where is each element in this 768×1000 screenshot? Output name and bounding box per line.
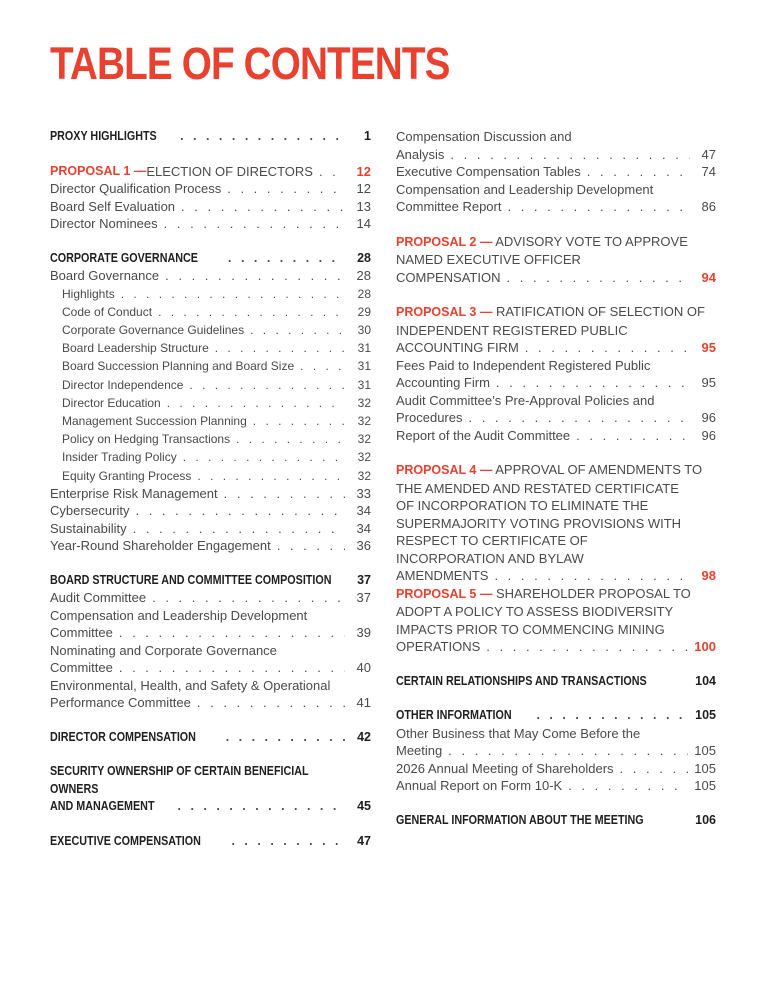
toc-page-number: 37	[356, 590, 371, 606]
section-spacer	[396, 690, 716, 707]
toc-page-number: 106	[695, 812, 716, 827]
toc-entry-title: AND MANAGEMENT	[50, 799, 155, 814]
toc-page-number: 36	[356, 538, 371, 554]
toc-page-number: 94	[701, 269, 716, 285]
toc-entry-title: Director Education	[62, 395, 161, 410]
toc-entry-title-line: Nominating and Corporate Governance	[50, 642, 277, 658]
dot-leader	[175, 198, 345, 216]
toc-entry-sub[interactable]	[50, 448, 371, 466]
section-spacer	[396, 444, 716, 461]
dot-leader	[462, 409, 690, 427]
toc-entry-title: AMENDMENTS	[396, 568, 489, 583]
toc-entry-sub[interactable]	[50, 357, 371, 375]
toc-page-number: 13	[356, 198, 371, 214]
toc-page-number: 96	[701, 427, 716, 443]
toc-entry-title-line: Compensation and Leadership Development	[396, 181, 654, 197]
toc-entry-title: Audit Committee	[50, 590, 147, 606]
toc-page-number: 98	[701, 568, 716, 583]
dot-leader	[614, 760, 689, 778]
dot-leader	[490, 374, 690, 392]
toc-page-number: 34	[356, 503, 371, 519]
toc-entry-sub[interactable]	[50, 467, 371, 485]
toc-entry-item[interactable]	[50, 607, 371, 642]
toc-page-number: 32	[357, 395, 371, 410]
proposal-number: PROPOSAL 4 —	[396, 463, 493, 477]
dot-leader	[247, 412, 345, 430]
toc-entry-item[interactable]	[50, 502, 371, 520]
proposal-title-line: INDEPENDENT REGISTERED PUBLIC	[396, 322, 628, 338]
proposal-title-part: SHAREHOLDER PROPOSAL TO	[492, 585, 691, 601]
toc-entry-title: Board Self Evaluation	[50, 198, 176, 214]
toc-page-number: 96	[701, 410, 716, 425]
dot-leader	[129, 502, 345, 520]
toc-entry-sub[interactable]	[50, 339, 371, 357]
dot-leader	[152, 303, 345, 321]
dot-leader	[221, 180, 345, 198]
toc-page-number: 47	[357, 833, 371, 848]
dot-leader	[172, 798, 345, 816]
proposal-number: PROPOSAL 1 —	[50, 163, 147, 178]
toc-page-number: 28	[356, 268, 371, 283]
dot-leader	[271, 537, 345, 555]
toc-page-number: 14	[356, 216, 371, 231]
toc-entry-proposal[interactable]	[396, 461, 716, 585]
section-spacer	[50, 816, 371, 833]
toc-entry-section[interactable]	[50, 128, 371, 146]
dot-leader	[177, 448, 345, 466]
toc-entry-title-line: Other Business that May Come Before the	[396, 725, 641, 741]
toc-entry-title: Management Succession Planning	[62, 413, 247, 428]
dot-leader	[313, 163, 345, 181]
dot-leader	[501, 269, 691, 287]
dot-leader	[480, 638, 688, 656]
proposal-title-line: OF INCORPORATION TO ELIMINATE THE	[396, 498, 649, 513]
toc-page-number: 105	[694, 743, 716, 758]
toc-entry-item[interactable]	[396, 181, 716, 216]
toc-entry-title: Cybersecurity	[50, 503, 130, 519]
toc-entry-title: CORPORATE GOVERNANCE	[50, 250, 198, 265]
toc-entry-sub[interactable]	[50, 412, 371, 430]
toc-page-number: 32	[357, 468, 371, 483]
toc-entry-item[interactable]	[396, 777, 716, 795]
dot-leader	[220, 729, 345, 747]
proposal-title-line: NAMED EXECUTIVE OFFICER	[396, 252, 581, 267]
toc-entry-title: EXECUTIVE COMPENSATION	[50, 833, 201, 848]
toc-page-number: 86	[701, 199, 716, 214]
toc-entry-title: Year-Round Shareholder Engagement	[50, 538, 271, 554]
toc-entry-title-line: Audit Committee’s Pre-Approval Policies and	[396, 392, 655, 408]
toc-page-number: 74	[701, 164, 716, 179]
toc-entry-title: Meeting	[396, 743, 443, 758]
toc-entry-title: Enterprise Risk Management	[50, 485, 218, 501]
toc-page-number: 47	[701, 146, 716, 162]
toc-entry-item[interactable]	[396, 725, 716, 760]
toc-entry-section[interactable]	[396, 673, 716, 691]
dot-leader	[225, 833, 345, 851]
toc-entry-item[interactable]	[396, 427, 716, 445]
toc-entry-title: ACCOUNTING FIRM	[396, 340, 519, 355]
toc-entry-title: 2026 Annual Meeting of Shareholders	[396, 760, 614, 776]
toc-entry-title: Equity Granting Process	[62, 468, 192, 483]
toc-entry-title: CERTAIN RELATIONSHIPS AND TRANSACTIONS	[396, 673, 647, 688]
toc-entry-title-line: Environmental, Health, and Safety & Operational	[50, 677, 331, 693]
toc-page-number: 105	[694, 778, 716, 793]
toc-entry-item[interactable]	[50, 520, 371, 538]
toc-entry-title: BOARD STRUCTURE AND COMMITTEE COMPOSITION	[50, 572, 332, 587]
toc-entry-title: GENERAL INFORMATION ABOUT THE MEETING	[396, 812, 644, 827]
toc-page-number: 28	[357, 250, 371, 265]
dot-leader	[191, 694, 345, 712]
toc-page-number: 41	[356, 695, 371, 711]
proposal-title-line: INCORPORATION AND BYLAW	[396, 550, 584, 566]
toc-entry-item[interactable]	[50, 642, 371, 677]
toc-entry-title: ELECTION OF DIRECTORS	[146, 163, 313, 179]
dot-leader	[581, 163, 690, 181]
toc-entry-title: Director Independence	[62, 377, 184, 392]
toc-entry-item[interactable]	[50, 485, 371, 503]
toc-entry-title: Accounting Firm	[396, 375, 490, 390]
toc-entry-proposal[interactable]	[396, 233, 716, 287]
dot-leader	[174, 128, 345, 146]
section-spacer	[396, 216, 716, 233]
toc-page-number: 95	[701, 340, 716, 355]
section-spacer	[50, 746, 371, 763]
proposal-title-part: APPROVAL OF AMENDMENTS TO	[492, 462, 703, 477]
toc-entry-proposal[interactable]	[50, 163, 371, 181]
toc-entry-section[interactable]	[50, 729, 371, 747]
toc-entry-item[interactable]	[396, 357, 716, 392]
page-title: TABLE OF CONTENTS	[50, 38, 450, 89]
toc-entry-title: Committee	[50, 660, 113, 676]
toc-page-number: 45	[357, 799, 371, 814]
toc-entry-title: Corporate Governance Guidelines	[62, 322, 245, 337]
dot-leader	[161, 394, 345, 412]
toc-entry-title: Highlights	[62, 286, 115, 301]
toc-entry-proposal[interactable]	[396, 585, 716, 656]
proposal-title-line: RESPECT TO CERTIFICATE OF	[396, 533, 588, 548]
dot-leader	[127, 520, 345, 538]
toc-entry-title: OTHER INFORMATION	[396, 708, 512, 722]
toc-entry-section[interactable]	[50, 833, 371, 851]
dot-leader	[442, 742, 688, 760]
toc-entry-section[interactable]	[396, 812, 716, 830]
toc-entry-section[interactable]	[50, 572, 371, 590]
toc-entry-title: Report of the Audit Committee	[396, 427, 571, 443]
toc-entry-title: PROXY HIGHLIGHTS	[50, 129, 157, 143]
toc-entry-section[interactable]	[50, 763, 371, 816]
toc-entry-title: Analysis	[396, 146, 445, 162]
toc-page-number: 30	[357, 322, 371, 337]
toc-page-number: 32	[357, 450, 371, 465]
toc-page-number: 28	[357, 286, 371, 301]
toc-entry-title: Board Succession Planning and Board Size	[62, 359, 295, 374]
toc-page-number: 100	[694, 639, 716, 654]
proposal-title-line: ADOPT A POLICY TO ASSESS BIODIVERSITY	[396, 604, 674, 619]
dot-leader	[183, 376, 345, 394]
toc-entry-sub[interactable]	[50, 303, 371, 321]
toc-entry-title: Director Nominees	[50, 216, 158, 231]
dot-leader	[209, 339, 345, 357]
section-spacer	[50, 233, 371, 250]
toc-entry-item[interactable]	[396, 128, 716, 163]
dot-leader	[444, 146, 690, 164]
toc-page-number: 33	[356, 485, 371, 501]
toc-entry-title-line: Compensation and Leadership Development	[50, 607, 308, 623]
toc-entry-item[interactable]	[50, 589, 371, 607]
dot-leader	[230, 430, 345, 448]
dot-leader	[159, 267, 345, 285]
toc-entry-title: Executive Compensation Tables	[396, 164, 581, 179]
toc-page-number: 32	[357, 432, 371, 447]
proposal-title-line: SUPERMAJORITY VOTING PROVISIONS WITH	[396, 515, 682, 531]
dot-leader	[158, 215, 345, 233]
section-spacer	[50, 712, 371, 729]
toc-entry-item[interactable]	[396, 163, 716, 181]
dot-leader	[113, 624, 345, 642]
proposal-heading-line	[396, 303, 716, 322]
toc-page-number: 32	[357, 413, 371, 428]
toc-entry-title-line: Compensation Discussion and	[396, 129, 572, 144]
proposal-title-line: THE AMENDED AND RESTATED CERTIFICATE	[396, 480, 679, 496]
toc-entry-title: Procedures	[396, 410, 463, 425]
section-spacer	[396, 286, 716, 303]
dot-leader	[191, 467, 345, 485]
toc-entry-title: Sustainability	[50, 520, 127, 536]
dot-leader	[570, 427, 690, 445]
section-spacer	[396, 656, 716, 673]
dot-leader	[562, 777, 688, 795]
toc-entry-title: Performance Committee	[50, 695, 191, 711]
toc-entry-title: Annual Report on Form 10-K	[396, 778, 563, 793]
toc-entry-section[interactable]	[50, 250, 371, 268]
toc-entry-item[interactable]	[396, 392, 716, 427]
toc-entry-title: COMPENSATION	[396, 269, 501, 285]
toc-entry-sub[interactable]	[50, 430, 371, 448]
toc-entry-sub[interactable]	[50, 394, 371, 412]
dot-leader	[519, 339, 690, 357]
dot-leader	[294, 357, 345, 375]
toc-entry-title: DIRECTOR COMPENSATION	[50, 729, 196, 744]
dot-leader	[488, 567, 690, 585]
dot-leader	[501, 198, 690, 216]
section-spacer	[396, 795, 716, 812]
section-spacer	[50, 555, 371, 572]
toc-left-column	[50, 128, 371, 850]
dot-leader	[113, 659, 345, 677]
toc-entry-item[interactable]	[50, 198, 371, 216]
toc-entry-item[interactable]	[396, 760, 716, 778]
toc-page-number: 12	[356, 181, 371, 196]
toc-entry-item[interactable]	[50, 267, 371, 285]
toc-page-number: 12	[356, 163, 371, 179]
toc-entry-sub[interactable]	[50, 285, 371, 303]
proposal-heading-line	[396, 585, 716, 604]
toc-entry-title: Code of Conduct	[62, 304, 153, 319]
toc-entry-item[interactable]	[50, 180, 371, 198]
toc-entry-title: Policy on Hedging Transactions	[62, 432, 231, 447]
toc-right-column	[396, 128, 716, 829]
dot-leader	[244, 321, 345, 339]
toc-page-number: 31	[357, 377, 371, 392]
proposal-number: PROPOSAL 5 —	[396, 586, 493, 601]
dot-leader	[222, 250, 345, 268]
proposal-number: PROPOSAL 3 —	[396, 305, 493, 319]
toc-page-number: 39	[356, 625, 371, 641]
toc-page-number: 104	[695, 673, 716, 688]
toc-page-number: 95	[701, 375, 716, 390]
toc-page-number: 40	[356, 660, 371, 676]
toc-page-number: 105	[694, 760, 716, 776]
toc-entry-title: Committee	[50, 625, 113, 641]
toc-entry-item[interactable]	[50, 537, 371, 555]
toc-entry-title: Board Leadership Structure	[62, 341, 209, 356]
toc-entry-title: Committee Report	[396, 199, 502, 214]
toc-entry-title: Board Governance	[50, 268, 160, 283]
toc-entry-title-line: SECURITY OWNERSHIP OF CERTAIN BENEFICIAL OWNERS	[50, 764, 309, 796]
toc-entry-item[interactable]	[50, 215, 371, 233]
toc-page-number: 37	[357, 572, 371, 587]
dot-leader	[530, 707, 689, 725]
toc-entry-sub[interactable]	[50, 376, 371, 394]
toc-page-number: 29	[357, 304, 371, 319]
proposal-title-part: ADVISORY VOTE TO APPROVE	[492, 233, 688, 249]
toc-entry-title: Director Qualification Process	[50, 181, 222, 196]
proposal-number: PROPOSAL 2 —	[396, 234, 493, 249]
section-spacer	[50, 146, 371, 163]
toc-entry-item[interactable]	[50, 677, 371, 712]
proposal-title-part: RATIFICATION OF SELECTION OF	[492, 304, 705, 319]
toc-entry-section[interactable]	[396, 707, 716, 725]
toc-entry-title: Insider Trading Policy	[62, 450, 177, 465]
toc-page-number: 42	[357, 729, 371, 744]
proposal-heading-line	[396, 461, 716, 480]
toc-page-number: 1	[364, 129, 371, 143]
toc-page-number: 34	[356, 520, 371, 536]
proposal-title-line: IMPACTS PRIOR TO COMMENCING MINING	[396, 621, 665, 637]
toc-page-number: 31	[357, 341, 371, 356]
toc-entry-title: OPERATIONS	[396, 639, 481, 654]
toc-entry-title-line: Fees Paid to Independent Registered Public	[396, 357, 651, 373]
dot-leader	[146, 589, 345, 607]
toc-page-number: 31	[357, 359, 371, 374]
toc-page-number: 105	[695, 708, 716, 722]
dot-leader	[115, 285, 345, 303]
proposal-heading-line	[396, 233, 716, 252]
toc-entry-proposal[interactable]	[396, 303, 716, 357]
toc-entry-sub[interactable]	[50, 321, 371, 339]
dot-leader	[218, 485, 345, 503]
